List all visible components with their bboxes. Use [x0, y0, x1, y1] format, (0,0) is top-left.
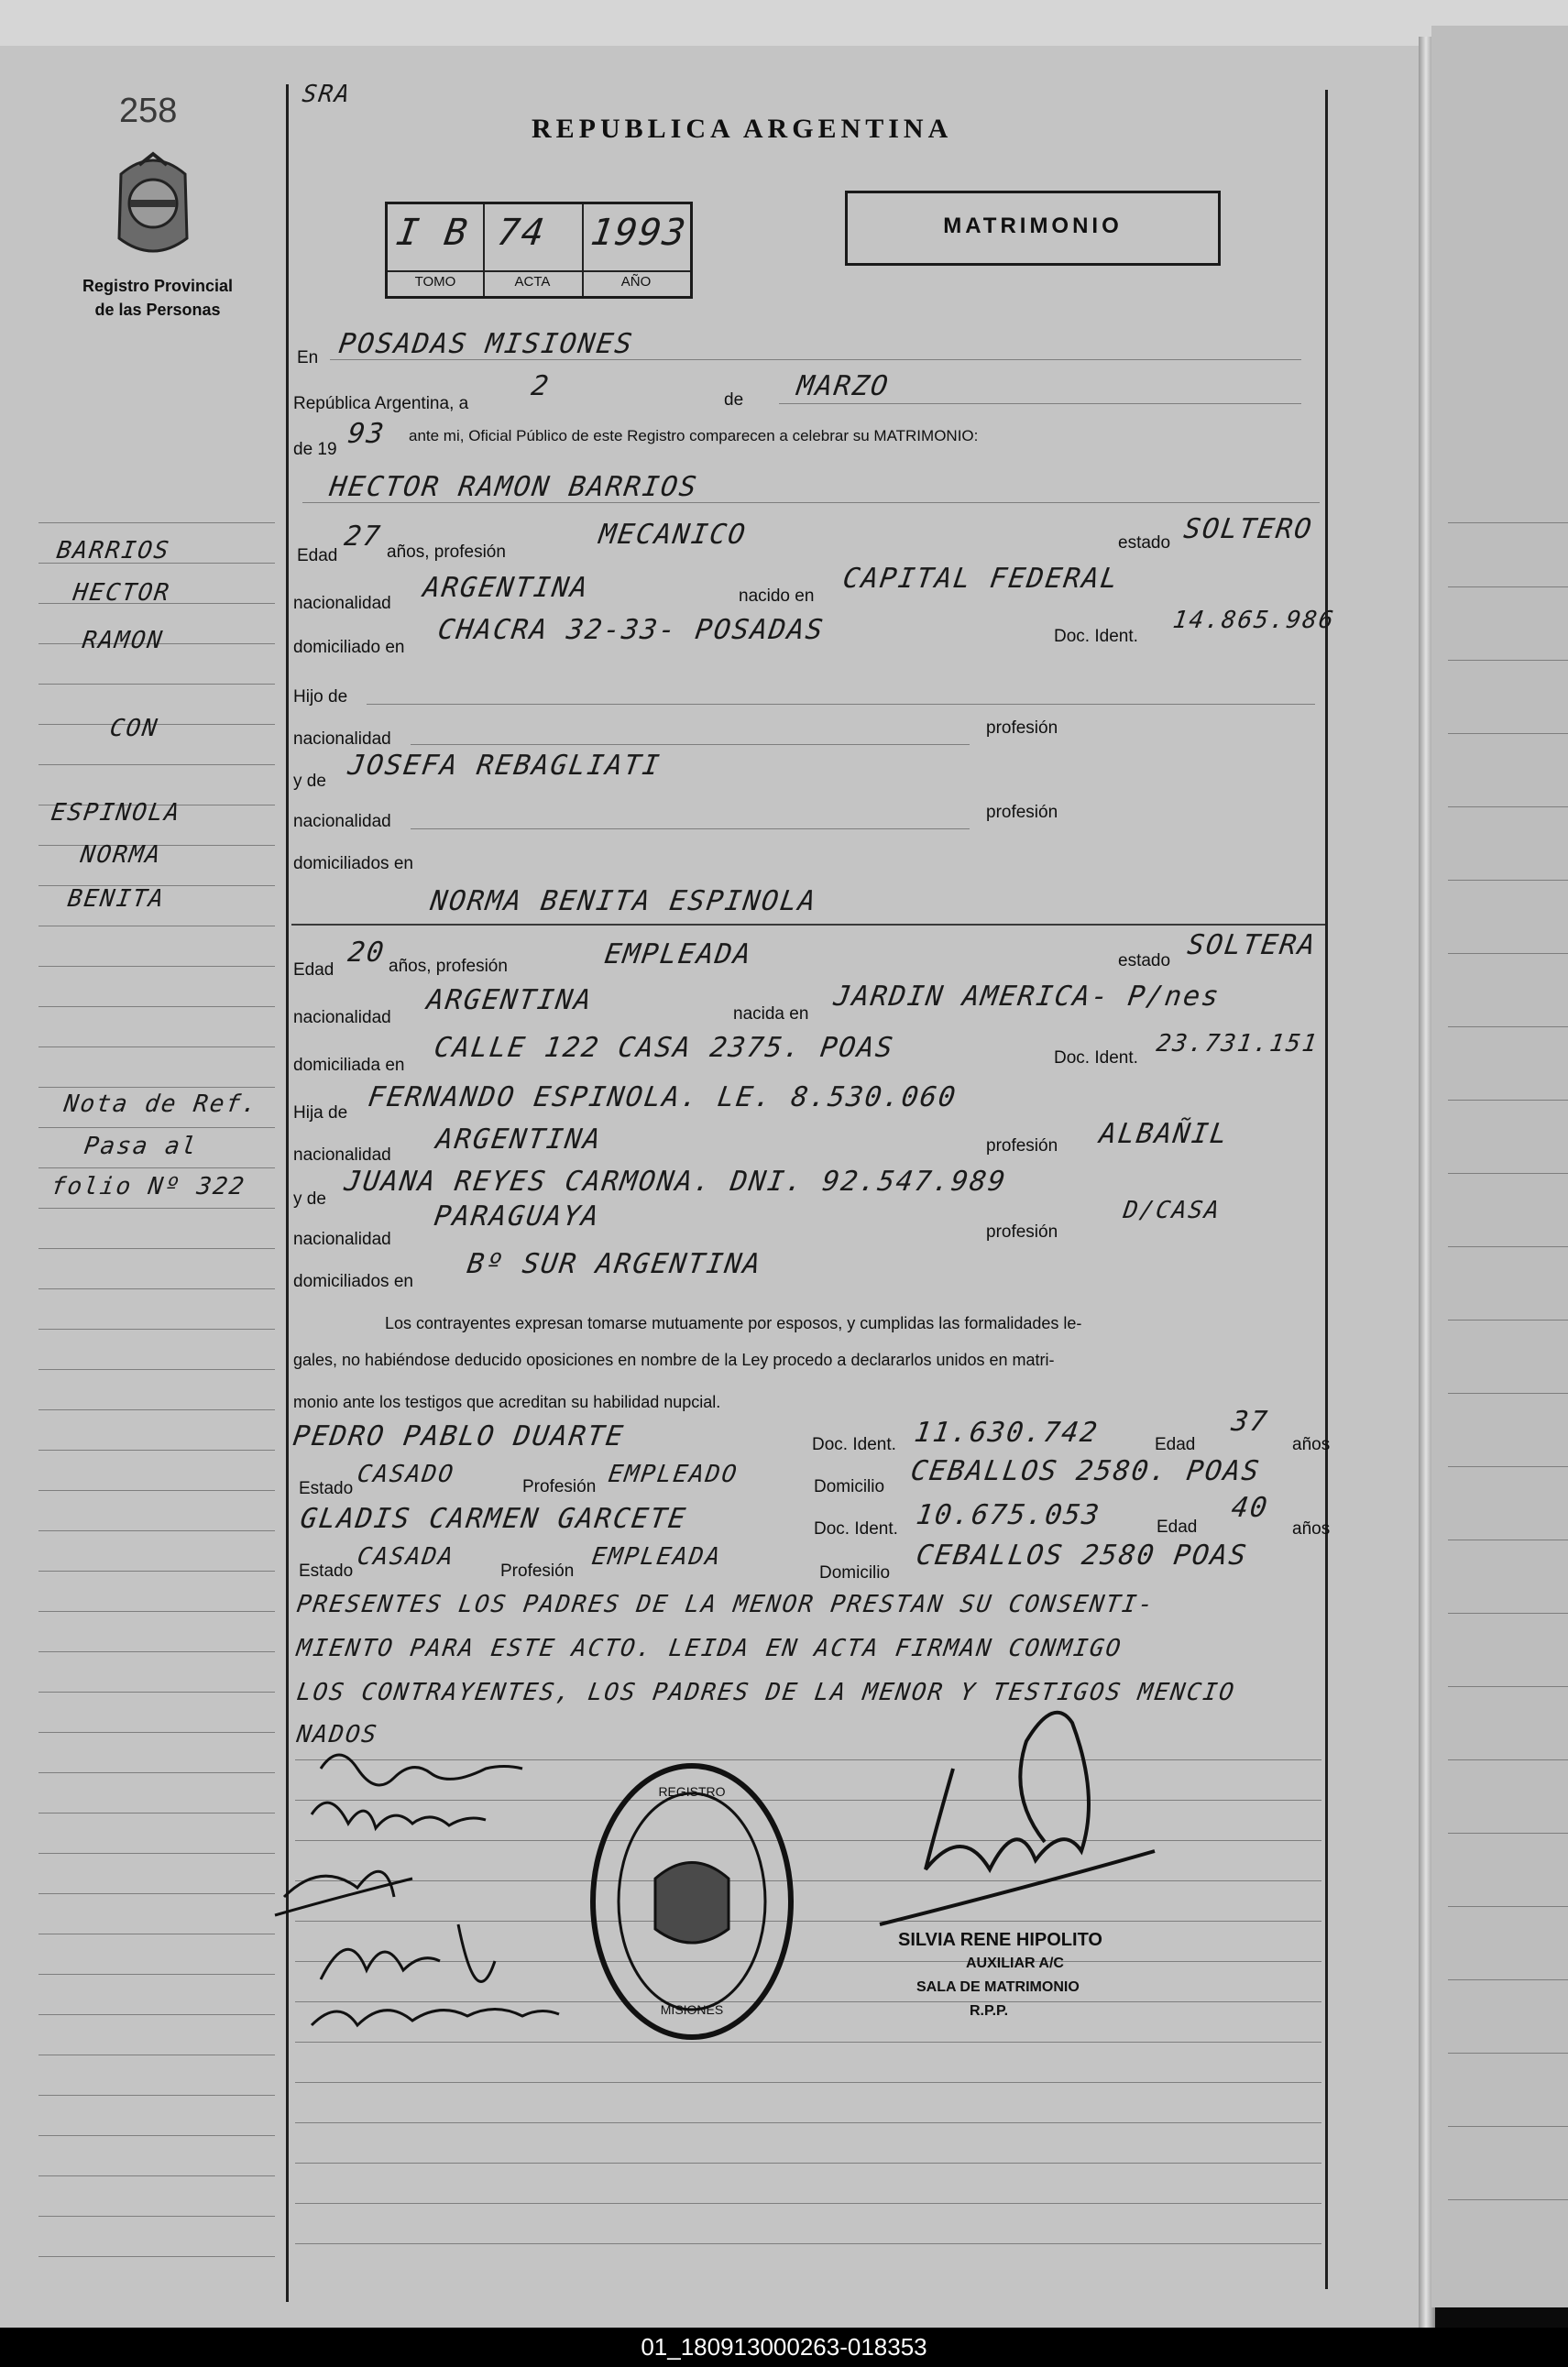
- note-line-1: PRESENTES LOS PADRES DE LA MENOR PRESTAN SU CONSENTI-: [294, 1591, 1157, 1618]
- groom-prof3-label: profesión: [986, 803, 1058, 822]
- margin-name-bride-2: BENITA: [65, 885, 168, 913]
- groom-prof2-label: profesión: [986, 718, 1058, 738]
- official-seal-icon: [587, 1759, 797, 2044]
- bride-father: FERNANDO ESPINOLA. LE. 8.530.060: [366, 1081, 959, 1113]
- groom-nacido: CAPITAL FEDERAL: [840, 563, 1122, 595]
- bride-prof2-label: profesión: [986, 1136, 1058, 1156]
- de-label: de: [724, 390, 744, 410]
- bride-anos-label: años, profesión: [389, 957, 508, 976]
- bride-nac-label: nacionalidad: [293, 1008, 391, 1027]
- witness1-edad-label: Edad: [1155, 1435, 1196, 1454]
- groom-name: HECTOR RAMON BARRIOS: [327, 471, 700, 503]
- witness1-doc-label: Doc. Ident.: [812, 1435, 896, 1454]
- groom-nac-label: nacionalidad: [293, 594, 391, 613]
- declaration-line-3: monio ante los testigos que acreditan su habilidad nupcial.: [293, 1393, 721, 1411]
- bride-domicilio-padres: Bº SUR ARGENTINA: [465, 1248, 764, 1280]
- witness1-dom-label: Domicilio: [814, 1477, 885, 1496]
- bride-mother: JUANA REYES CARMONA. DNI. 92.547.989: [342, 1166, 1009, 1198]
- margin-surname-bride: ESPINOLA: [49, 799, 183, 827]
- groom-domicilio: CHACRA 32-33- POSADAS: [435, 614, 827, 646]
- file-id-bar: [0, 2328, 1568, 2367]
- en-label: En: [297, 348, 319, 367]
- margin-note-1: Nota de Ref.: [61, 1090, 260, 1118]
- bride-prof3-label: profesión: [986, 1222, 1058, 1242]
- witness1-name: PEDRO PABLO DUARTE: [291, 1420, 627, 1452]
- comparecen-text: ante mi, Oficial Público de este Registro comparecen a celebrar su MATRIMONIO:: [409, 427, 979, 444]
- official-title-1: AUXILIAR A/C: [966, 1956, 1064, 1971]
- svg-text:REGISTRO: REGISTRO: [658, 1784, 726, 1799]
- margin-note-2: Pasa al: [82, 1133, 200, 1160]
- record-number-table: [385, 202, 693, 299]
- bride-dom-label: domiciliada en: [293, 1056, 405, 1075]
- groom-doc-label: Doc. Ident.: [1054, 627, 1138, 646]
- country-title: REPUBLICA ARGENTINA: [532, 114, 953, 144]
- witness1-prof: EMPLEADO: [606, 1461, 740, 1488]
- official-name: SILVIA RENE HIPOLITO: [898, 1930, 1102, 1950]
- groom-bride-divider: [291, 924, 1325, 926]
- svg-text:MISIONES: MISIONES: [660, 2002, 724, 2017]
- act-type: MATRIMONIO: [943, 214, 1123, 238]
- groom-estado-label: estado: [1118, 533, 1171, 553]
- margin-name-groom-1: HECTOR: [71, 579, 173, 607]
- initials: SRA: [300, 81, 354, 108]
- bride-estado-label: estado: [1118, 951, 1171, 970]
- groom-doms-label: domiciliados en: [293, 854, 413, 873]
- witness2-prof-label: Profesión: [500, 1562, 575, 1581]
- witness1-doc: 11.630.742: [912, 1417, 1102, 1449]
- note-line-3: LOS CONTRAYENTES, LOS PADRES DE LA MENOR Y TESTIGOS MENCIO: [294, 1679, 1238, 1706]
- witness2-estado: CASADA: [355, 1543, 457, 1571]
- republica-label: República Argentina, a: [293, 394, 469, 413]
- witness1-dom: CEBALLOS 2580. POAS: [908, 1455, 1263, 1487]
- bride-doc: 23.731.151: [1154, 1030, 1321, 1057]
- month-value: MARZO: [795, 370, 892, 402]
- declaration-line-1: Los contrayentes expresan tomarse mutuamente por esposos, y cumplidas las formalidades le-: [385, 1314, 1082, 1332]
- official-title-3: R.P.P.: [970, 2003, 1009, 2019]
- witness2-doc-label: Doc. Ident.: [814, 1519, 898, 1539]
- bride-profesion: EMPLEADA: [602, 938, 754, 970]
- bride-name: NORMA BENITA ESPINOLA: [428, 885, 819, 917]
- witness1-edad: 37: [1229, 1406, 1271, 1438]
- adjacent-page: [1431, 26, 1568, 2307]
- acta-label: ACTA: [514, 274, 551, 290]
- note-line-4: NADOS: [294, 1721, 380, 1748]
- scan-top-strip: [0, 0, 1568, 46]
- bride-edad-label: Edad: [293, 960, 334, 980]
- margin-surname-groom: BARRIOS: [54, 537, 172, 564]
- witness1-estado-label: Estado: [299, 1479, 354, 1498]
- groom-edad-value: 27: [342, 521, 384, 553]
- bride-mother-nacionalidad: PARAGUAYA: [432, 1200, 603, 1233]
- witness2-estado-label: Estado: [299, 1562, 354, 1581]
- groom-edad-label: Edad: [297, 546, 338, 565]
- page-number: 258: [119, 92, 178, 130]
- groom-anos-label: años, profesión: [387, 542, 506, 562]
- groom-doc: 14.865.986: [1170, 607, 1337, 634]
- bride-yde-label: y de: [293, 1189, 326, 1209]
- groom-nac2-label: nacionalidad: [293, 729, 391, 749]
- tomo-label: TOMO: [414, 274, 456, 290]
- bride-nacida: JARDIN AMERICA- P/nes: [831, 981, 1223, 1013]
- registry-line-2: de las Personas: [94, 301, 221, 319]
- bride-nac3-label: nacionalidad: [293, 1230, 391, 1249]
- declaration-line-2: gales, no habiéndose deducido oposiciones en nombre de la Ley procedo a declararlos unidos en matri-: [293, 1351, 1055, 1369]
- note-line-2: MIENTO PARA ESTE ACTO. LEIDA EN ACTA FIRMAN CONMIGO: [294, 1635, 1124, 1662]
- act-type-box: [845, 191, 1221, 266]
- year-value: 93: [345, 418, 388, 450]
- witness2-dom-label: Domicilio: [819, 1563, 891, 1583]
- witness2-dom: CEBALLOS 2580 POAS: [914, 1540, 1250, 1572]
- witness2-doc: 10.675.053: [914, 1499, 1103, 1531]
- bride-father-profesion: ALBAÑIL: [1097, 1118, 1231, 1150]
- file-id: 01_180913000263-018353: [641, 2333, 927, 2361]
- bride-hija-label: Hija de: [293, 1103, 348, 1123]
- bride-doc-label: Doc. Ident.: [1054, 1048, 1138, 1068]
- margin-name-groom-2: RAMON: [80, 627, 166, 654]
- witness2-anos-label: años: [1292, 1519, 1331, 1539]
- witness2-edad: 40: [1229, 1492, 1271, 1524]
- bride-edad-value: 20: [345, 937, 388, 969]
- bride-father-nacionalidad: ARGENTINA: [433, 1123, 605, 1156]
- registry-line-1: Registro Provincial: [82, 277, 234, 295]
- tomo-value: I B: [393, 212, 472, 254]
- year-prefix: de 19: [293, 440, 337, 459]
- witness1-prof-label: Profesión: [522, 1477, 597, 1496]
- groom-nacionalidad: ARGENTINA: [421, 572, 592, 604]
- witness2-prof: EMPLEADA: [589, 1543, 724, 1571]
- official-signature: [843, 1686, 1173, 1961]
- groom-mother: JOSEFA REBAGLIATI: [345, 750, 663, 782]
- groom-nacido-label: nacido en: [739, 586, 815, 606]
- margin-con: CON: [107, 715, 161, 742]
- ano-value: 1993: [587, 212, 690, 254]
- bride-nacida-label: nacida en: [733, 1004, 809, 1024]
- ano-label: AÑO: [620, 274, 652, 290]
- groom-nac3-label: nacionalidad: [293, 812, 391, 831]
- groom-dom-label: domiciliado en: [293, 638, 405, 657]
- witness2-edad-label: Edad: [1157, 1518, 1198, 1537]
- margin-name-bride-1: NORMA: [78, 841, 164, 869]
- groom-profesion: MECANICO: [597, 519, 749, 551]
- acta-value: 74: [494, 212, 549, 254]
- official-title-2: SALA DE MATRIMONIO: [916, 1979, 1080, 1995]
- coat-of-arms-icon: [103, 147, 203, 266]
- witness1-anos-label: años: [1292, 1435, 1331, 1454]
- bride-doms-label: domiciliados en: [293, 1272, 413, 1291]
- witness2-name: GLADIS CARMEN GARCETE: [298, 1503, 689, 1535]
- right-border: [1325, 90, 1328, 2289]
- bride-nacionalidad: ARGENTINA: [424, 984, 596, 1016]
- bride-domicilio: CALLE 122 CASA 2375. POAS: [432, 1032, 897, 1064]
- bride-estado: SOLTERA: [1185, 929, 1319, 961]
- contrayentes-signatures: [266, 1741, 614, 2062]
- bride-nac2-label: nacionalidad: [293, 1145, 391, 1165]
- margin-note-3: folio Nº 322: [49, 1173, 247, 1200]
- witness1-estado: CASADO: [355, 1461, 457, 1488]
- groom-hijo-label: Hijo de: [293, 687, 348, 707]
- day-value: 2: [529, 370, 553, 402]
- bride-mother-profesion: D/CASA: [1121, 1197, 1223, 1224]
- place-value: POSADAS MISIONES: [336, 328, 636, 360]
- groom-yde-label: y de: [293, 772, 326, 791]
- groom-estado: SOLTERO: [1181, 513, 1315, 545]
